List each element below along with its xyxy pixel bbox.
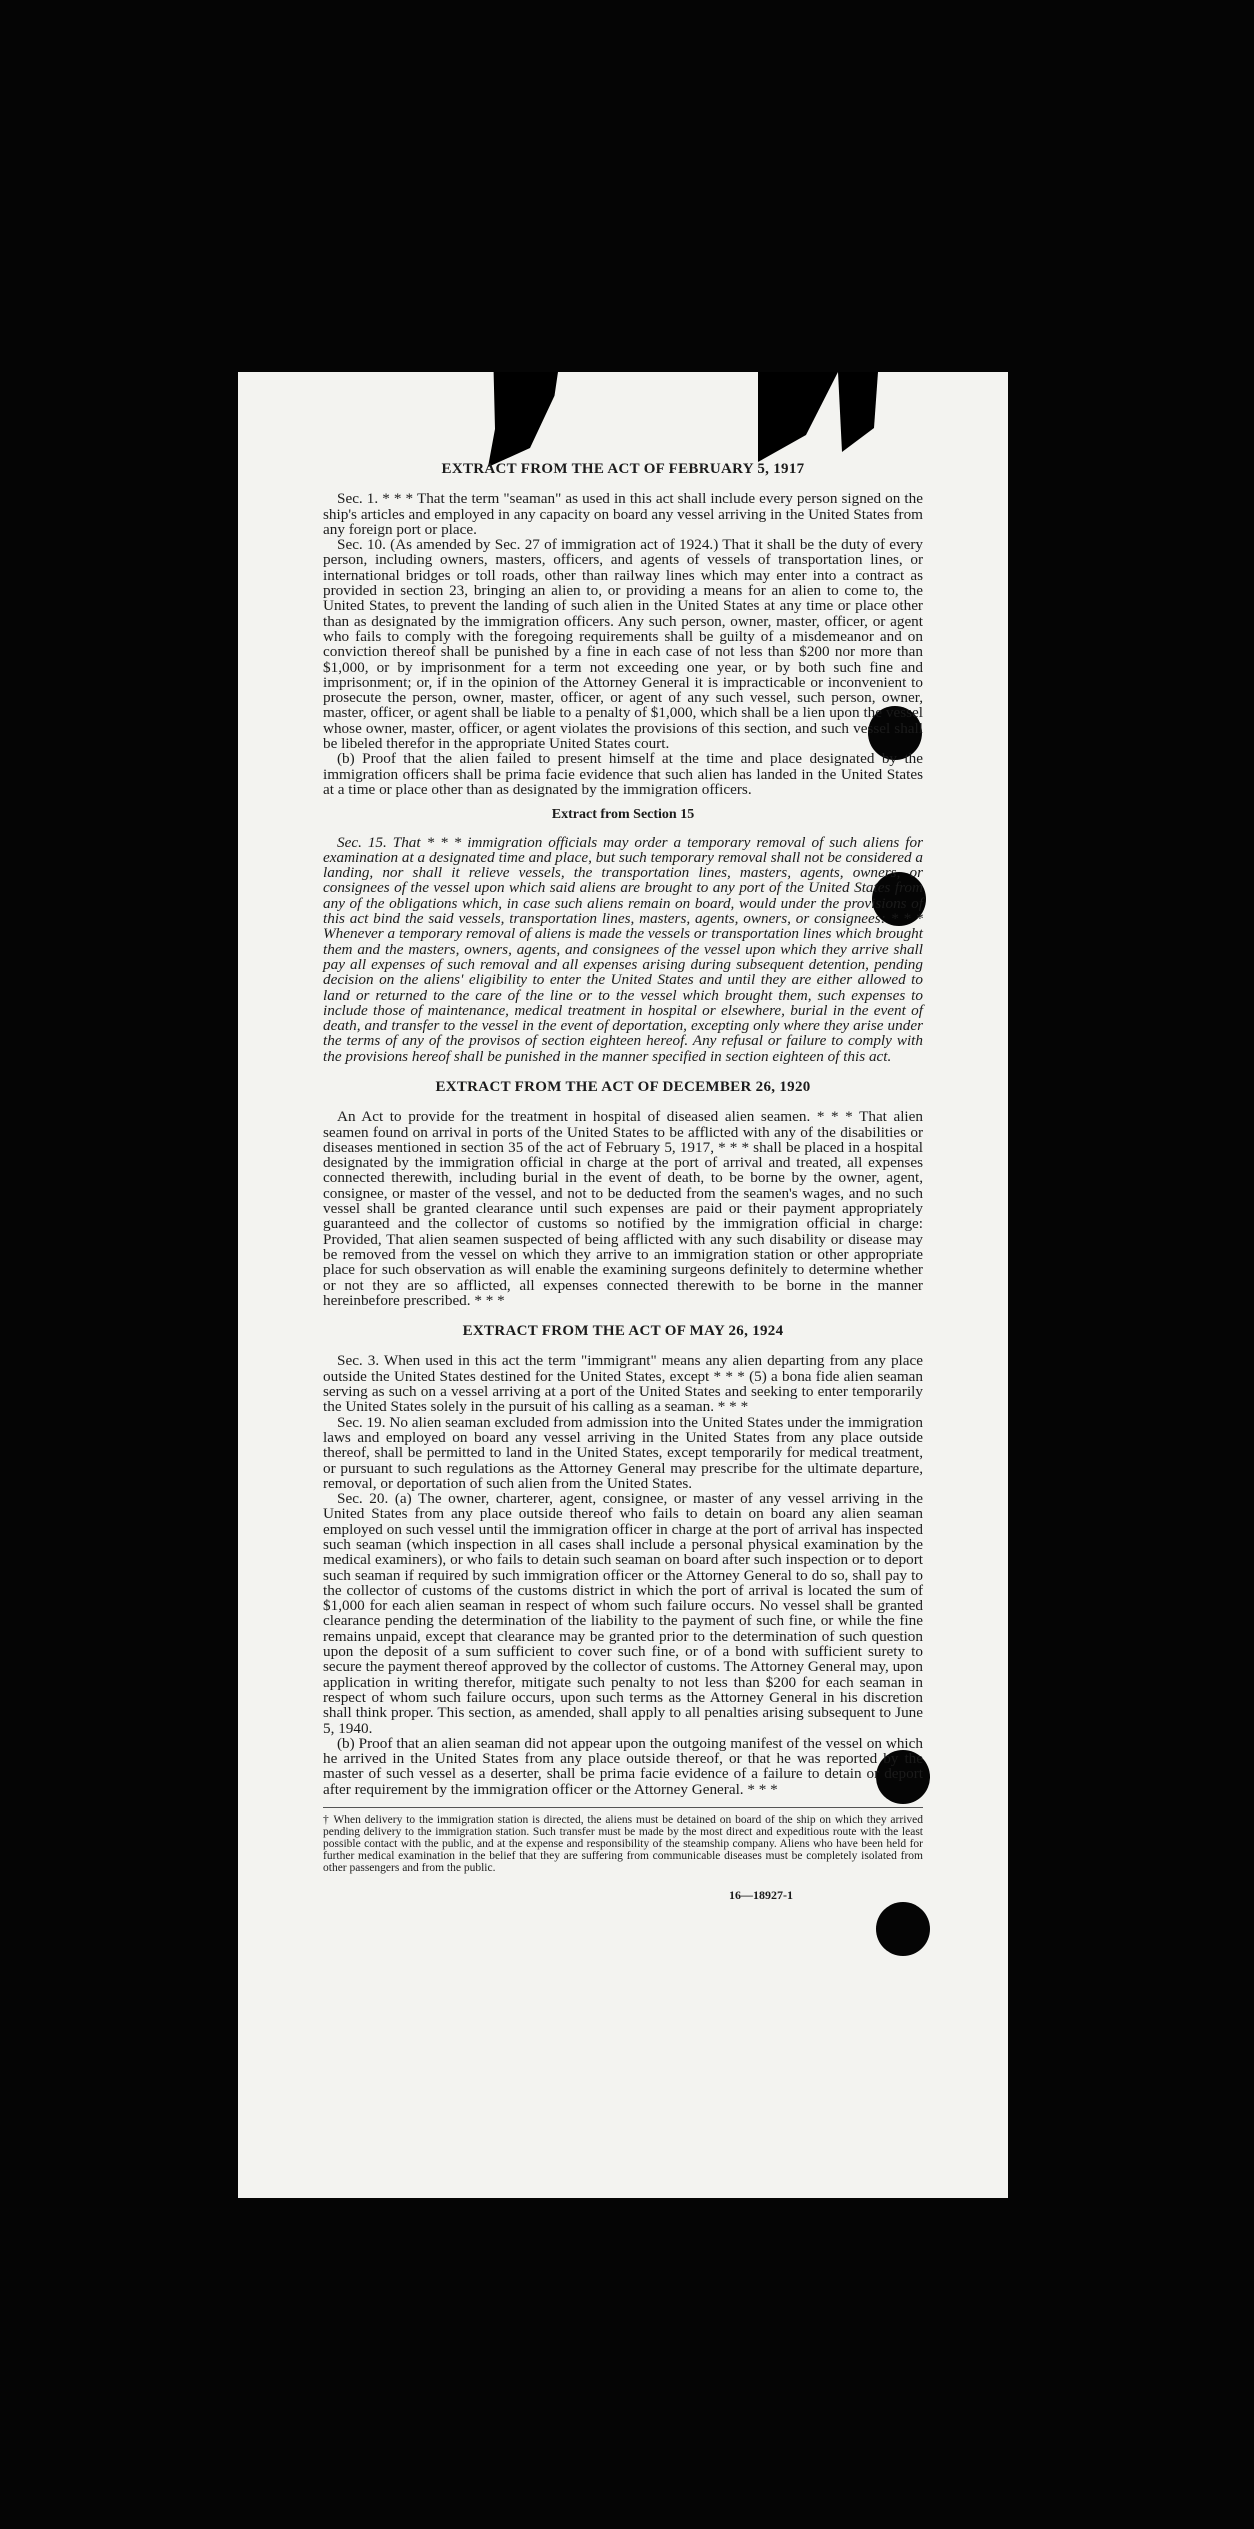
footnote: † When delivery to the immigration station is directed, the aliens must be detained on board of the ship on which they arrived pending delivery to the immigration station. Such transfer must be made by the most direct and expeditious route with the least possible contact with the public, and at the expense and responsibility of the steamship company. Aliens who have been held for further medical examination in the belief that they are suffering from communicable diseases must be completely isolated from other passengers and from the public. [323, 1807, 923, 1874]
paragraph: Sec. 3. When used in this act the term "immigrant" means any alien departing from any place outside the United States destined for the United States, except * * * (5) a bona fide alien seaman serving as such on a vessel arriving at a port of the United States and seeking to enter temporarily the United States solely in the pursuit of his calling as a seaman. * * * [323, 1352, 923, 1416]
torn-edge [488, 372, 558, 467]
paragraph: Sec. 10. (As amended by Sec. 27 of immigration act of 1924.) That it shall be the duty of every person, including owners, masters, officers, and agents of vessels of transportation lines, or international bridges or toll roads, other than railway lines which may enter into a contract as provided in section 23, bringing an alien to, or providing a means for an alien to come to, the United States, to prevent the landing of such alien in the United States at any time or place other than as designated by the immigration officers. Any such person, owner, master, officer, or agent who fails to comply with the foregoing requirements shall be guilty of a misdemeanor and on conviction thereof shall be punished by a fine in each case of not less than $200 nor more than $1,000, or by imprisonment for a term not exceeding one year, or by both such fine and imprisonment; or, if in the opinion of the Attorney General it is impracticable or inconvenient to prosecute the person, owner, master, officer, or agent of any such vessel, such person, owner, master, officer, or agent shall be liable to a penalty of $1,000, which shall be a lien upon the vessel whose owner, master, officer, or agent violates the provisions of this section, and such vessel shall be libeled therefor in the appropriate United States court. [323, 536, 923, 753]
section-heading: EXTRACT FROM THE ACT OF MAY 26, 1924 [462, 1323, 784, 1340]
paragraph: Sec. 1. * * * That the term "seaman" as used in this act shall include every person signed on the ship's articles and employed in any capacity on board any vessel arriving in the United States from any foreign port or place. [323, 490, 923, 538]
section-heading: Extract from Section 15 [551, 807, 695, 823]
document-text [323, 462, 923, 1903]
paragraph: An Act to provide for the treatment in hospital of diseased alien seamen. * * * That alien seamen found on arrival in ports of the United States to be afflicted with any of the disabilities or diseases mentioned in section 35 of the act of February 5, 1917, * * * shall be placed in a hospital designated by the immigration official in charge at the port of arrival and treated, all expenses connected therewith, including burial in the event of death, to be borne by the owner, agent, consignee, or master of the vessel, and not to be deducted from the seamen's wages, and no such vessel shall be granted clearance until such expenses are paid or their payment appropriately guaranteed and the collector of customs so notified by the immigration official in charge: Provided, That alien seamen suspected of being afflicted with any such disability or disease may be removed from the vessel on which they arrive to an immigration station or other appropriate place for such observation as will enable the examining surgeons definitely to determine whether or not they are so afflicted, all expenses connected therewith to be borne in the manner hereinbefore prescribed. * * * [323, 1108, 923, 1309]
paragraph: Sec. 20. (a) The owner, charterer, agent, consignee, or master of any vessel arriving in the United States from any place outside thereof who fails to detain on board any alien seaman employed on such vessel until the immigration officer in charge at the port of arrival has inspected such seaman (which inspection in all cases shall include a personal physical examination by the medical examiners), or who fails to detain such seaman on board after such inspection or to deport such seaman if required by such immigration officer or the Attorney General to do so, shall pay to the collector of customs of the customs district in which the port of arrival is located the sum of $1,000 for each alien seaman in respect of whom such failure occurs. No vessel shall be granted clearance pending the determination of the liability to the payment of such fine, or while the fine remains unpaid, except that clearance may be granted prior to the determination of such question upon the deposit of a sum sufficient to cover such fine, or of a bond with sufficient surety to secure the payment thereof approved by the collector of customs. The Attorney General may, upon application in writing therefor, mitigate such penalty to not less than $200 for each seaman in respect of whom such failure occurs, upon such terms as the Attorney General in his discretion shall think proper. This section, as amended, shall apply to all penalties arising subsequent to June 5, 1940. [323, 1490, 923, 1737]
paragraph: Sec. 19. No alien seaman excluded from admission into the United States under the immigration laws and employed on board any vessel arriving in the United States from any place outside thereof, shall be permitted to land in the United States, except temporarily for medical treatment, or pursuant to such regulations as the Attorney General may prescribe for the ultimate departure, removal, or deportation of such alien from the United States. [323, 1413, 923, 1492]
punch-hole [876, 1902, 930, 1956]
section-heading: EXTRACT FROM THE ACT OF DECEMBER 26, 1920 [435, 1078, 811, 1095]
paragraph: Sec. 15. That * * * immigration officials may order a temporary removal of such aliens for examination at a designated time and place, but such temporary removal shall not be considered a landing, nor shall it relieve vessels, the transportation lines, masters, agents, owners, or consignees of the vessel upon which said aliens are brought to any port of the United States from any of the obligations which, in case such aliens remain on board, would under the provisions of this act bind the said vessels, transportation lines, masters, agents, owners, or consignees: * * * Whenever a temporary removal of aliens is made the vessels or transportation lines which brought them and the masters, owners, agents, and consignees of the vessel upon which they arrive shall pay all expenses of such removal and all expenses arising during subsequent detention, pending decision on the aliens' eligibility to enter the United States and until they are either allowed to land or returned to the care of the line or to the vessel which brought them, such expenses to include those of maintenance, medical treatment in hospital or elsewhere, burial in the event of death, and transfer to the vessel in the event of deportation, excepting only where they arise under the terms of any of the provisos of section eighteen hereof. Any refusal or failure to comply with the provisions hereof shall be punished in the manner specified in section eighteen of this act. [323, 833, 923, 1065]
torn-edge [838, 372, 878, 452]
paragraph: (b) Proof that an alien seaman did not appear upon the outgoing manifest of the vessel on which he arrived in the United States from any place outside thereof, or that he was reported by the master of such vessel as a deserter, shall be prima facie evidence of a failure to detain or deport after requirement by the immigration officer or the Attorney General. * * * [323, 1734, 923, 1798]
section-heading: EXTRACT FROM THE ACT OF FEBRUARY 5, 1917 [441, 461, 805, 477]
document-page [238, 372, 1008, 2198]
paragraph: (b) Proof that the alien failed to present himself at the time and place designated by the immigration officers shall be prima facie evidence that such alien has landed in the United States at a time or place other than as designated by the immigration officers. [323, 750, 923, 798]
torn-edge [758, 372, 838, 462]
form-number: 16—18927-1 [729, 1888, 793, 1903]
